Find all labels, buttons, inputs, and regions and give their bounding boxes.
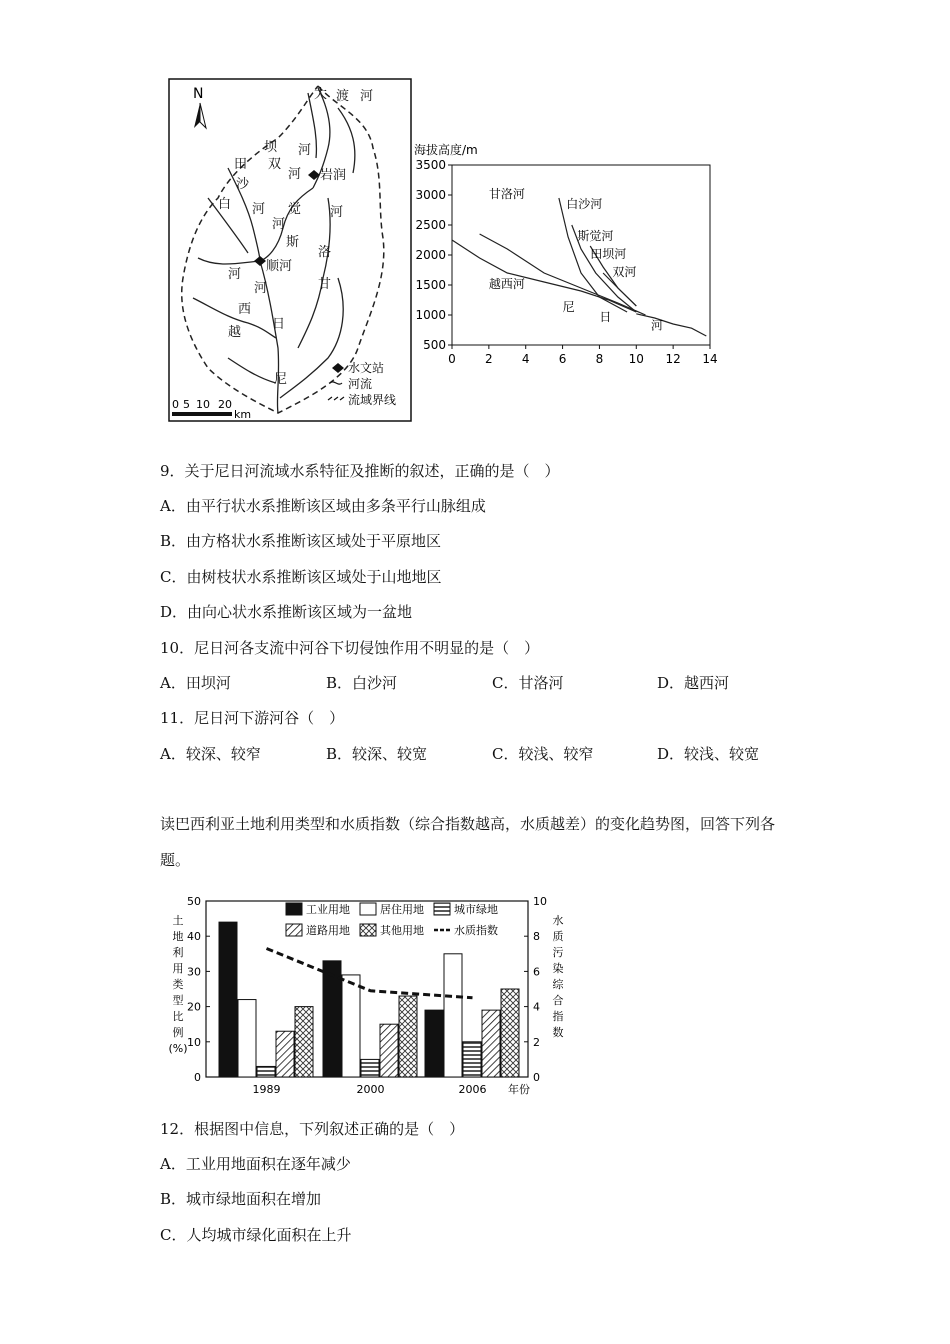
map-label: 坝 — [264, 140, 278, 155]
map-label: 越 — [228, 325, 242, 340]
profile-annotation: 河 — [651, 318, 664, 333]
bar-1-3 — [380, 1024, 398, 1077]
profile-annotation: 白沙河 — [566, 197, 603, 212]
profile-annotation: 尼 — [562, 299, 575, 314]
map-label: 河 — [360, 89, 374, 104]
q11-option-b[interactable]: B．较深、较宽 — [326, 745, 428, 763]
bar-category-label: 2000 — [356, 1083, 385, 1096]
profile-ylabel: 海拔高度/m — [414, 143, 478, 157]
scale-tick: 10 — [196, 398, 210, 411]
bar-2-1 — [444, 954, 462, 1077]
q12-option-a[interactable]: A．工业用地面积在逐年减少 — [160, 1155, 351, 1173]
map-label: 渡 — [336, 89, 350, 104]
profile-xtick-label: 10 — [628, 352, 644, 366]
bar-ytick-left-label: 20 — [187, 1000, 201, 1014]
river-profile-chart — [414, 138, 724, 373]
profile-series-line — [636, 314, 706, 336]
bar-ytick-left-label: 50 — [187, 895, 201, 908]
profile-annotation: 双河 — [612, 265, 637, 279]
legend-label: 居住用地 — [380, 903, 424, 916]
bar-2-2 — [463, 1042, 481, 1077]
map-label: 尼 — [274, 372, 288, 387]
legend-swatch — [286, 924, 302, 936]
profile-xtick-label: 2 — [485, 352, 493, 366]
map-label: 西 — [238, 302, 252, 317]
bar-1-4 — [399, 996, 417, 1077]
q11-stem: 11．尼日河下游河谷（ ） — [160, 709, 345, 727]
q9-stem: 9．关于尼日河流域水系特征及推断的叙述，正确的是（ ） — [160, 462, 560, 480]
bar-2-4 — [501, 989, 519, 1077]
map-label: 顺河 — [266, 259, 293, 274]
bar-category-label: 1989 — [252, 1083, 281, 1096]
q11-option-d[interactable]: D．较浅、较宽 — [657, 745, 760, 763]
profile-xtick-label: 14 — [702, 352, 718, 366]
bar-0-4 — [295, 1007, 313, 1077]
legend-label: 水质指数 — [454, 924, 498, 937]
profile-annotation: 越西河 — [488, 277, 525, 291]
profile-ytick-label: 2000 — [415, 248, 446, 262]
profile-ytick-label: 3000 — [415, 188, 446, 202]
q12-stem: 12．根据图中信息，下列叙述正确的是（ ） — [160, 1120, 465, 1138]
q10-option-d[interactable]: D．越西河 — [657, 674, 730, 692]
q10-stem: 10．尼日河各支流中河谷下切侵蚀作用不明显的是（ ） — [160, 639, 540, 657]
map-label: 甘 — [318, 277, 332, 292]
map-label: 河 — [252, 202, 266, 217]
bar-ylabel-left-char: 地 — [172, 930, 184, 943]
bar-ylabel-right-char: 质 — [552, 930, 564, 943]
bar-ylabel-right-char: 水 — [552, 914, 564, 927]
q9-option-a[interactable]: A．由平行状水系推断该区域由多条平行山脉组成 — [160, 497, 486, 515]
legend-swatch — [286, 903, 302, 915]
legend-boundary-label: 流域界线 — [348, 393, 397, 407]
q11-option-a[interactable]: A．较深、较窄 — [160, 745, 261, 763]
bar-1-1 — [342, 975, 360, 1077]
profile-annotation: 甘洛河 — [488, 187, 525, 201]
bar-category-label: 2006 — [458, 1083, 487, 1096]
q10-option-c[interactable]: C．甘洛河 — [492, 674, 564, 692]
bar-ylabel-right-char: 合 — [552, 994, 564, 1007]
map-label: 河 — [228, 267, 242, 282]
bar-0-1 — [238, 1000, 256, 1077]
bar-0-2 — [257, 1066, 275, 1077]
bar-ytick-left-label: 40 — [187, 930, 201, 944]
q12-option-b[interactable]: B．城市绿地面积在增加 — [160, 1190, 322, 1208]
q9-option-b[interactable]: B．由方格状水系推断该区域处于平原地区 — [160, 532, 442, 550]
bar-ylabel-right-char: 数 — [552, 1026, 564, 1039]
profile-ytick-label: 2500 — [415, 218, 446, 232]
q9-option-c[interactable]: C．由树枝状水系推断该区域处于山地地区 — [160, 568, 442, 586]
map-label: 河 — [298, 143, 312, 158]
map-label: 日 — [272, 317, 286, 332]
legend-swatch — [434, 903, 450, 915]
profile-ytick-label: 3500 — [415, 158, 446, 172]
scale-tick: 20 — [218, 398, 232, 411]
bar-2-0 — [425, 1010, 443, 1077]
bar-ylabel-left-char: (%) — [168, 1042, 188, 1055]
legend-swatch — [360, 924, 376, 936]
map-label: 河 — [254, 281, 268, 296]
bar-ylabel-right-char: 指 — [552, 1010, 564, 1023]
profile-annotation: 日 — [599, 310, 612, 324]
bar-ylabel-left-char: 类 — [172, 978, 184, 991]
bar-ylabel-left-char: 土 — [172, 914, 184, 927]
q9-option-d[interactable]: D．由向心状水系推断该区域为一盆地 — [160, 603, 413, 621]
legend-station-label: 水文站 — [348, 361, 385, 375]
bar-ytick-right-label: 6 — [533, 965, 540, 979]
q12-option-c[interactable]: C．人均城市绿化面积在上升 — [160, 1226, 352, 1244]
bar-2-3 — [482, 1010, 500, 1077]
q10-option-b[interactable]: B．白沙河 — [326, 674, 398, 692]
scale-bar — [172, 412, 232, 416]
q11-options — [160, 743, 820, 765]
water-quality-line — [267, 949, 473, 998]
profile-ytick-label: 1000 — [415, 308, 446, 322]
profile-xtick-label: 0 — [448, 352, 456, 366]
q10-option-a[interactable]: A．田坝河 — [160, 674, 231, 692]
profile-xtick-label: 12 — [665, 352, 681, 366]
profile-ytick-label: 500 — [423, 338, 446, 352]
bar-ytick-left-label: 30 — [187, 965, 201, 979]
profile-xtick-label: 6 — [558, 352, 567, 366]
river-basin-map — [168, 78, 414, 424]
legend-river-label: 河流 — [348, 377, 373, 391]
bar-ytick-right-label: 4 — [533, 1000, 540, 1014]
bar-ytick-right-label: 10 — [533, 895, 547, 908]
profile-ytick-label: 1500 — [415, 278, 446, 292]
map-label: 觉 — [288, 202, 302, 217]
bar-ylabel-right-char: 染 — [552, 962, 564, 975]
intro-paragraph: 读巴西利亚土地利用类型和水质指数（综合指数越高，水质越差）的变化趋势图，回答下列各题。 — [160, 815, 776, 869]
bar-0-3 — [276, 1031, 294, 1077]
bar-ylabel-right-char: 综 — [552, 978, 564, 991]
bar-ytick-left-label: 10 — [187, 1035, 201, 1049]
map-label: 河 — [288, 167, 302, 182]
scale-unit: km — [234, 408, 252, 421]
bar-1-2 — [361, 1059, 379, 1077]
profile-annotation: 斯觉河 — [577, 229, 614, 243]
profile-xtick-label: 8 — [595, 352, 604, 366]
profile-annotation: 田坝河 — [590, 247, 627, 261]
bar-ytick-right-label: 2 — [533, 1035, 540, 1049]
map-label: 沙 — [236, 177, 250, 192]
map-label: 双 — [268, 157, 282, 172]
map-label: 河 — [272, 217, 286, 232]
legend-label: 道路用地 — [306, 924, 350, 937]
map-label: 白 — [218, 197, 232, 212]
bar-0-0 — [219, 922, 237, 1077]
q11-option-c[interactable]: C．较浅、较窄 — [492, 745, 594, 763]
bar-ytick-right-label: 8 — [533, 930, 540, 944]
bar-ytick-left-label: 0 — [194, 1071, 201, 1084]
map-label: 大 — [314, 87, 328, 102]
bar-ylabel-left-char: 例 — [172, 1026, 184, 1039]
land-use-chart — [168, 886, 568, 1106]
bar-legend — [286, 902, 498, 937]
map-label: 河 — [330, 205, 344, 220]
scale-tick: 5 — [183, 398, 190, 411]
map-label: 斯 — [286, 235, 300, 250]
bar-xlabel: 年份 — [508, 1083, 530, 1096]
bar-ytick-right-label: 0 — [533, 1071, 540, 1084]
legend-label: 城市绿地 — [454, 903, 498, 916]
map-label: 岩润 — [320, 168, 347, 183]
map-label: 洛 — [318, 245, 332, 260]
legend-swatch — [360, 903, 376, 915]
bar-ylabel-left-char: 用 — [172, 962, 184, 975]
legend-label: 其他用地 — [380, 924, 424, 937]
legend-label: 工业用地 — [306, 903, 350, 916]
profile-xtick-label: 4 — [521, 352, 530, 366]
bar-ylabel-left-char: 比 — [172, 1010, 184, 1023]
north-label: N — [193, 86, 204, 102]
map-label: 田 — [234, 157, 248, 172]
bar-ylabel-left-char: 利 — [172, 946, 184, 959]
bar-ylabel-left-char: 型 — [172, 994, 184, 1007]
bar-ylabel-right-char: 污 — [552, 946, 564, 959]
q10-options — [160, 672, 820, 694]
scale-tick: 0 — [172, 398, 179, 411]
